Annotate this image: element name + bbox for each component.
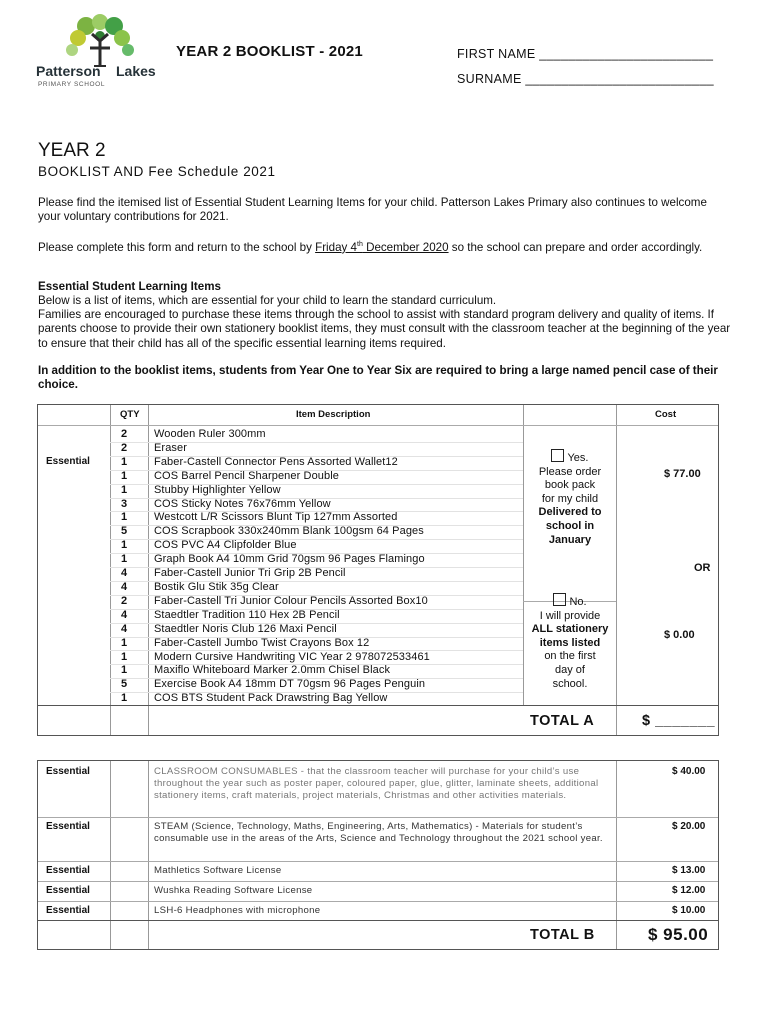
fee-1-desc: CLASSROOM CONSUMABLES - that the classroom teacher will purchase for your child’s use throughout the year such as poster paper, coloured paper, glue, glitter, laminate sheets, additional stationery items, craft materials, project materials, Christmas and other activities materials. [154,766,599,801]
no-line-5: day of [555,663,585,676]
total-a-label: TOTAL A [530,713,595,729]
no-line-1: I will provide [539,609,601,622]
no-line-4: on the first [544,650,596,663]
yes-line-2: book pack [544,479,596,492]
item-17: Modern Cursive Handwriting VIC Year 2 978072533461 [154,650,430,663]
svg-text:PRIMARY SCHOOL: PRIMARY SCHOOL [38,81,106,88]
item-5: Stubby Highlighter Yellow [154,483,281,496]
option-yes-row [525,449,615,466]
fee-4-desc: Wushka Reading Software License [154,885,313,896]
fee-2-desc: STEAM (Science, Technology, Maths, Engineering, Arts, Mathematics) - Materials for student’s consumable use in the areas of the Arts, Science and Technology throughout the 2021 school year. [154,821,603,844]
fee-3-category: Essential [46,865,90,876]
yes-label: Yes. [567,452,589,464]
return-date-suffix: th [357,241,363,248]
qty-2: 2 [120,441,128,454]
fee-5-desc: LSH-6 Headphones with microphone [154,905,321,916]
svg-text:Lakes: Lakes [116,63,156,79]
item-13: Faber-Castell Tri Junior Colour Pencils Assorted Box10 [154,594,428,607]
qty-13: 2 [120,594,128,607]
booklist-title: YEAR 2 BOOKLIST - 2021 [176,43,363,60]
fee-2-category: Essential [46,821,90,832]
tree-logo-icon [34,14,164,90]
category-label: Essential [46,456,90,467]
cost-no: $ 0.00 [664,629,695,641]
return-text-a: Please complete this form and return to the school by [38,240,316,254]
qty-10: 1 [120,553,128,566]
qty-5: 1 [120,483,128,496]
qty-3: 1 [120,455,128,468]
item-19: Exercise Book A4 18mm DT 70gsm 96 Pages Penguin [154,678,426,691]
booklist-table [37,404,719,736]
item-20: COS BTS Student Pack Drawstring Bag Yellow [154,692,388,705]
qty-6: 3 [120,497,128,510]
year-heading: YEAR 2 [38,140,106,161]
col-qty-header: QTY [120,409,140,420]
cost-yes: $ 77.00 [664,468,701,480]
fee-4-category: Essential [46,885,90,896]
intro-paragraph: Please find the itemised list of Essential Student Learning Items for your child. Patterson Lakes Primary also continues to welcome your voluntary contributions for 2021. [38,196,707,224]
item-4: COS Barrel Pencil Sharpener Double [154,469,339,482]
return-text-b: so the school can prepare and order accordingly. [448,240,703,254]
item-3: Faber-Castell Connector Pens Assorted Wallet12 [154,455,398,468]
qty-9: 1 [120,539,128,552]
qty-19: 5 [120,678,128,691]
first-name-field[interactable]: FIRST NAME ________________________ [457,47,714,61]
item-7: Westcott L/R Scissors Blunt Tip 127mm Assorted [154,511,398,524]
item-11: Faber-Castell Junior Tri Grip 2B Pencil [154,567,346,580]
col-desc-header: Item Description [296,409,371,420]
subtitle: BOOKLIST AND Fee Schedule 2021 [38,164,276,179]
item-8: COS Scrapbook 330x240mm Blank 100gsm 64 Pages [154,525,424,538]
no-line-2: ALL stationery [531,623,609,636]
school-logo [34,14,164,90]
fees-table [37,760,719,950]
qty-1: 2 [120,428,128,440]
yes-line-1: Please order [538,465,602,478]
no-checkbox[interactable] [553,593,566,606]
qty-16: 1 [120,636,128,649]
item-16: Faber-Castell Jumbo Twist Crayons Box 12 [154,636,370,649]
fee-5-category: Essential [46,905,90,916]
option-no-row [525,593,615,610]
item-2: Eraser [154,441,187,454]
col-cost-header: Cost [655,409,677,420]
item-6: COS Sticky Notes 76x76mm Yellow [154,497,331,510]
return-instructions [38,238,732,255]
fee-1-category: Essential [46,766,90,777]
no-label: No. [569,596,587,608]
no-line-6: school. [552,677,588,690]
item-18: Maxiflo Whiteboard Marker 2.0mm Chisel Black [154,664,391,677]
option-no[interactable] [525,593,615,691]
qty-12: 4 [120,580,128,593]
item-1: Wooden Ruler 300mm [154,428,266,440]
or-label: OR [694,562,711,574]
item-15: Staedtler Noris Club 126 Maxi Pencil [154,622,337,635]
qty-14: 4 [120,608,128,621]
total-b-value: $ 95.00 [648,925,709,944]
no-line-3: items listed [539,636,601,649]
curriculum-text: Below is a list of items, which are essential for your child to learn the standard curriculum. [38,294,497,307]
fee-5-cost: $ 10.00 [672,905,706,916]
yes-line-4: Delivered to [538,506,602,519]
qty-18: 1 [120,664,128,677]
qty-17: 1 [120,650,128,663]
qty-15: 4 [120,622,128,635]
surname-field[interactable]: SURNAME __________________________ [457,72,714,86]
return-date-month: December 2020 [362,240,449,254]
svg-text:Patterson: Patterson [36,63,101,79]
item-14: Staedtler Tradition 110 Hex 2B Pencil [154,608,340,621]
qty-11: 4 [120,567,128,580]
desc-list [154,428,430,706]
option-yes[interactable] [525,449,615,547]
section-heading: Essential Student Learning Items [38,280,221,293]
pencil-case-note: In addition to the booklist items, students from Year One to Year Six are required to bring a large named pencil case of their choice. [38,364,718,392]
fee-4-cost: $ 12.00 [672,885,706,896]
families-text: Families are encouraged to purchase these items through the school to assist with standard program delivery and quality of items. If parents choose to provide their own stationery booklist items, they must consult with the classroom teacher at the beginning of the year to ensure that their child has all of the specific essential learning items required. [38,308,731,350]
total-b-label: TOTAL B [530,927,595,943]
fee-2-cost: $ 20.00 [672,821,706,832]
yes-line-6: January [548,533,592,546]
return-date [315,241,448,254]
yes-line-5: school in [545,519,595,532]
fee-3-cost: $ 13.00 [672,865,706,876]
qty-list [114,428,134,706]
return-date-day: Friday 4 [315,240,357,254]
item-9: COS PVC A4 Clipfolder Blue [154,539,297,552]
fee-3-desc: Mathletics Software License [154,865,282,876]
qty-20: 1 [120,692,128,705]
fee-1-cost: $ 40.00 [672,766,706,777]
yes-line-3: for my child [541,492,599,505]
qty-7: 1 [120,511,128,524]
qty-8: 5 [120,525,128,538]
qty-4: 1 [120,469,128,482]
yes-checkbox[interactable] [551,449,564,462]
item-10: Graph Book A4 10mm Grid 70gsm 96 Pages Flamingo [154,553,425,566]
total-a-value[interactable]: $ _______ [642,713,716,729]
item-12: Bostik Glu Stik 35g Clear [154,580,279,593]
